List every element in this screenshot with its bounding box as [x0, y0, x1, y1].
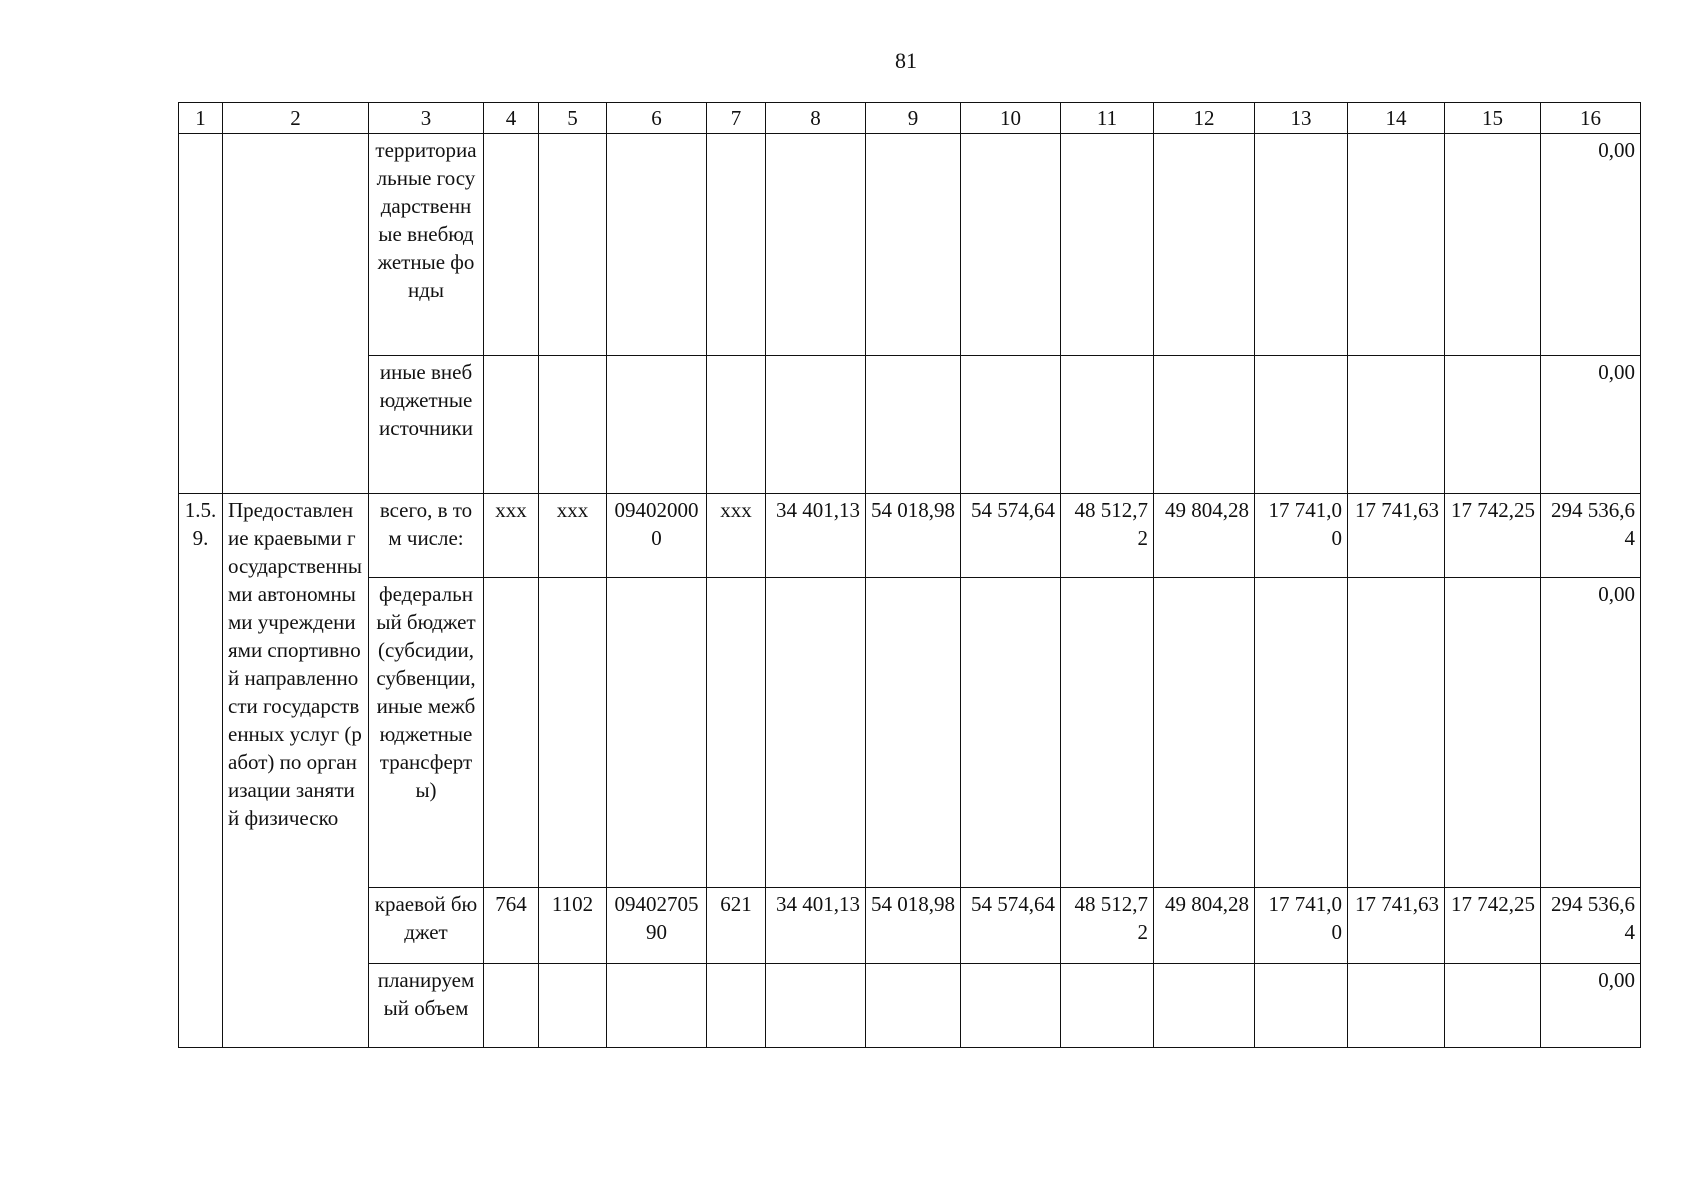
rzpr-cell	[539, 964, 607, 1048]
total-cell: 0,00	[1541, 134, 1641, 356]
value-cell: 17 741,63	[1348, 494, 1445, 578]
total-cell: 0,00	[1541, 356, 1641, 494]
header-cell: 7	[707, 103, 766, 134]
grbs-cell: 764	[484, 888, 539, 964]
grbs-cell: xxx	[484, 494, 539, 578]
table-row	[179, 134, 1641, 356]
value-cell	[1348, 964, 1445, 1048]
value-cell: 48 512,72	[1061, 888, 1154, 964]
value-cell: 34 401,13	[766, 888, 866, 964]
value-cell	[1061, 578, 1154, 888]
value-cell	[766, 356, 866, 494]
value-cell	[1348, 578, 1445, 888]
row-number-cell: 1.5.9.	[179, 494, 223, 1048]
value-cell	[1255, 578, 1348, 888]
vr-cell	[707, 964, 766, 1048]
value-cell	[866, 578, 961, 888]
header-cell: 2	[223, 103, 369, 134]
funding-source-cell: иные внебюджетные источники	[369, 356, 484, 494]
funding-source-cell: всего, в том числе:	[369, 494, 484, 578]
total-cell: 0,00	[1541, 964, 1641, 1048]
header-cell: 15	[1445, 103, 1541, 134]
header-cell: 14	[1348, 103, 1445, 134]
funding-source-cell: федеральный бюджет (субсидии, субвенции, иные межбюджетные трансферты)	[369, 578, 484, 888]
value-cell	[961, 964, 1061, 1048]
row-name-cell: Предоставление краевыми государственными автономными учреждениями спортивной направленности государственных услуг (работ) по организации занятий физическо	[223, 494, 369, 1048]
header-cell: 9	[866, 103, 961, 134]
value-cell: 54 574,64	[961, 494, 1061, 578]
vr-cell	[707, 578, 766, 888]
total-cell: 294 536,64	[1541, 494, 1641, 578]
value-cell: 48 512,72	[1061, 494, 1154, 578]
rzpr-cell	[539, 356, 607, 494]
vr-cell	[707, 134, 766, 356]
table-row	[179, 964, 1641, 1048]
value-cell	[961, 134, 1061, 356]
table-row	[179, 578, 1641, 888]
value-cell	[1154, 964, 1255, 1048]
funding-source-cell: краевой бюджет	[369, 888, 484, 964]
vr-cell: xxx	[707, 494, 766, 578]
header-cell: 12	[1154, 103, 1255, 134]
value-cell	[1348, 356, 1445, 494]
csr-cell	[607, 578, 707, 888]
value-cell	[1154, 134, 1255, 356]
budget-table	[178, 102, 1641, 1048]
value-cell	[961, 356, 1061, 494]
value-cell	[1061, 964, 1154, 1048]
value-cell: 54 018,98	[866, 494, 961, 578]
value-cell	[1445, 578, 1541, 888]
header-row	[179, 103, 1641, 134]
value-cell	[1348, 134, 1445, 356]
value-cell: 49 804,28	[1154, 888, 1255, 964]
vr-cell: 621	[707, 888, 766, 964]
table-row	[179, 356, 1641, 494]
value-cell	[1154, 578, 1255, 888]
row-number-cell	[179, 134, 223, 494]
csr-cell	[607, 356, 707, 494]
csr-cell	[607, 964, 707, 1048]
value-cell	[766, 964, 866, 1048]
header-cell: 16	[1541, 103, 1641, 134]
vr-cell	[707, 356, 766, 494]
rzpr-cell: 1102	[539, 888, 607, 964]
value-cell	[866, 356, 961, 494]
value-cell	[1061, 134, 1154, 356]
value-cell: 17 742,25	[1445, 494, 1541, 578]
grbs-cell	[484, 964, 539, 1048]
header-cell: 1	[179, 103, 223, 134]
value-cell	[1255, 964, 1348, 1048]
value-cell: 17 741,63	[1348, 888, 1445, 964]
grbs-cell	[484, 578, 539, 888]
value-cell	[766, 578, 866, 888]
value-cell	[1445, 964, 1541, 1048]
table-row	[179, 888, 1641, 964]
value-cell	[1061, 356, 1154, 494]
header-cell: 3	[369, 103, 484, 134]
header-cell: 10	[961, 103, 1061, 134]
value-cell	[961, 578, 1061, 888]
funding-source-cell: территориальные государственные внебюджетные фонды	[369, 134, 484, 356]
rzpr-cell	[539, 134, 607, 356]
total-cell: 0,00	[1541, 578, 1641, 888]
csr-cell	[607, 134, 707, 356]
table-row	[179, 494, 1641, 578]
header-cell: 5	[539, 103, 607, 134]
value-cell: 54 574,64	[961, 888, 1061, 964]
value-cell: 17 741,00	[1255, 494, 1348, 578]
page-number: 81	[895, 48, 917, 73]
grbs-cell	[484, 356, 539, 494]
rzpr-cell	[539, 578, 607, 888]
header-cell: 13	[1255, 103, 1348, 134]
row-name-cell	[223, 134, 369, 494]
header-cell: 4	[484, 103, 539, 134]
value-cell: 17 742,25	[1445, 888, 1541, 964]
value-cell: 34 401,13	[766, 494, 866, 578]
value-cell	[1255, 134, 1348, 356]
value-cell	[866, 964, 961, 1048]
value-cell	[1445, 356, 1541, 494]
header-cell: 11	[1061, 103, 1154, 134]
grbs-cell	[484, 134, 539, 356]
total-cell: 294 536,64	[1541, 888, 1641, 964]
funding-source-cell: планируемый объем	[369, 964, 484, 1048]
csr-cell: 094020000	[607, 494, 707, 578]
header-cell: 6	[607, 103, 707, 134]
rzpr-cell: xxx	[539, 494, 607, 578]
value-cell: 17 741,00	[1255, 888, 1348, 964]
value-cell	[1154, 356, 1255, 494]
csr-cell: 0940270590	[607, 888, 707, 964]
value-cell: 54 018,98	[866, 888, 961, 964]
value-cell	[1255, 356, 1348, 494]
value-cell	[1445, 134, 1541, 356]
header-cell: 8	[766, 103, 866, 134]
value-cell: 49 804,28	[1154, 494, 1255, 578]
value-cell	[866, 134, 961, 356]
value-cell	[766, 134, 866, 356]
